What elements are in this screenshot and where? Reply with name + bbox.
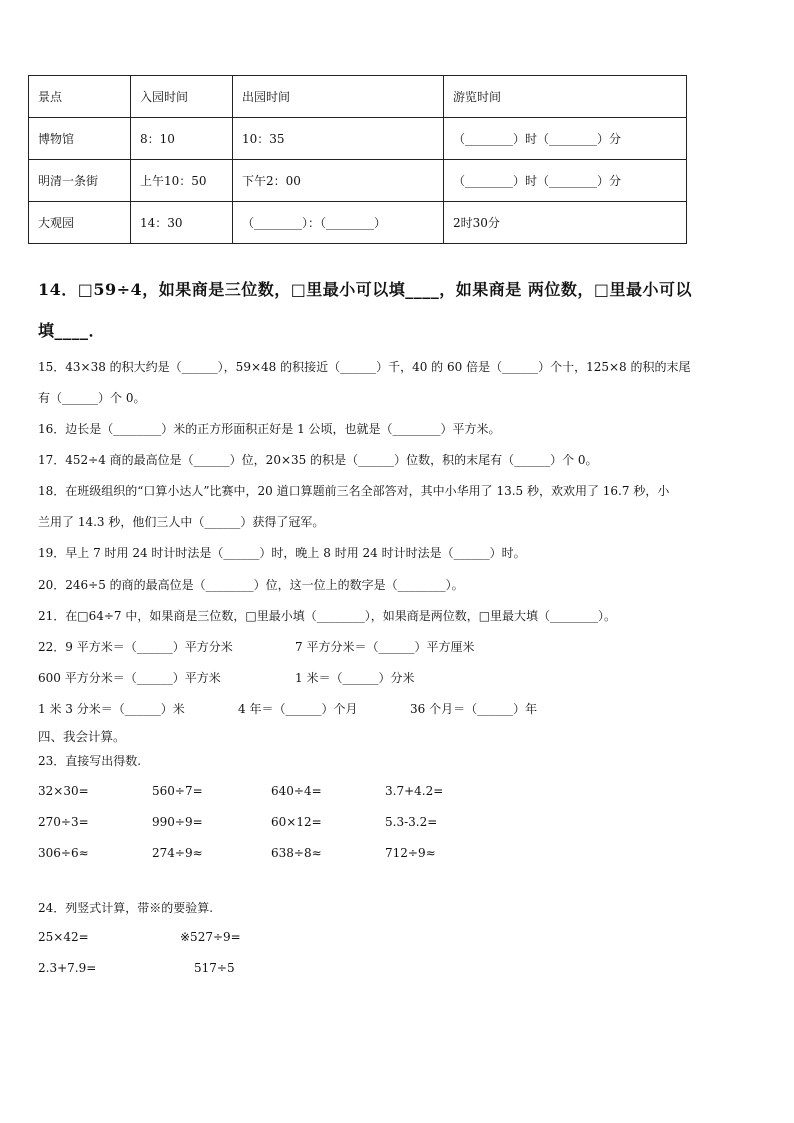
question-22-g: 36 个月＝（______）年 [410,702,538,716]
table-cell: 8：10 [131,118,233,160]
vertical-calc-item: ※527÷9= [180,930,241,944]
question-18-line2: 兰用了 14.3 秒，他们三人中（______）获得了冠军。 [38,515,325,529]
table-row [29,118,687,160]
calc-item: 560÷7= [152,784,203,798]
question-19: 19．早上 7 时用 24 时计时法是（______）时，晚上 8 时用 24 时计时法是（______）时。 [38,546,526,560]
question-22-b: 7 平方分米＝（______）平方厘米 [295,640,475,654]
table-cell: 入园时间 [131,76,233,118]
calc-item: 990÷9= [152,815,203,829]
table-cell: 景点 [29,76,131,118]
vertical-calc-item: 2.3+7.9= [38,961,97,975]
section-4-heading: 四、我会计算。 [38,729,126,744]
table-cell: 上午10：50 [131,160,233,202]
table-header-row [29,76,687,118]
question-24-title: 24．列竖式计算，带※的要验算. [38,901,214,915]
table-cell: 10：35 [233,118,444,160]
question-22-e: 1 米 3 分米＝（______）米 [38,702,185,716]
table-cell: 明清一条街 [29,160,131,202]
calc-item: 274÷9≈ [152,846,203,860]
question-17: 17．452÷4 商的最高位是（______）位，20×35 的积是（______）位数，积的末尾有（______）个 0。 [38,453,598,467]
question-21: 21．在□64÷7 中，如果商是三位数，□里最小填（________），如果商是两位数，□里最大填（________）。 [38,609,617,623]
calc-item: 270÷3= [38,815,89,829]
calc-item: 712÷9≈ [385,846,436,860]
table-cell: 2时30分 [444,202,687,244]
question-20: 20．246÷5 的商的最高位是（________）位，这一位上的数字是（________）。 [38,578,464,592]
calc-item: 60×12= [271,815,322,829]
vertical-calc-item: 25×42= [38,930,89,944]
table-cell: 游览时间 [444,76,687,118]
table-cell: 下午2：00 [233,160,444,202]
calc-item: 32×30= [38,784,89,798]
question-14-line2: 填____． [38,321,106,340]
tour-time-table [28,75,687,244]
question-18-line1: 18．在班级组织的“口算小达人”比赛中，20 道口算题前三名全部答对，其中小华用了 13.5 秒，欢欢用了 16.7 秒，小 [38,484,670,498]
question-22-a: 22．9 平方米＝（______）平方分米 [38,640,233,654]
question-22-f: 4 年＝（______）个月 [238,702,358,716]
calc-item: 5.3-3.2= [385,815,438,829]
question-15-line1: 15．43×38 的积大约是（______），59×48 的积接近（______）千，40 的 60 倍是（______）个十，125×8 的积的末尾 [38,360,691,374]
table-cell: （________）：（________） [233,202,444,244]
table-cell: 大观园 [29,202,131,244]
table-cell: 14：30 [131,202,233,244]
table-row [29,202,687,244]
question-22-c: 600 平方分米＝（______）平方米 [38,671,221,685]
question-16: 16．边长是（________）米的正方形面积正好是 1 公顷，也就是（________）平方米。 [38,422,501,436]
calc-item: 640÷4= [271,784,322,798]
table-cell: （________）时（________）分 [444,160,687,202]
table-cell: 出园时间 [233,76,444,118]
calc-item: 306÷6≈ [38,846,89,860]
table-cell: 博物馆 [29,118,131,160]
table-row [29,160,687,202]
calc-item: 638÷8≈ [271,846,322,860]
calc-item: 3.7+4.2= [385,784,444,798]
table-cell: （________）时（________）分 [444,118,687,160]
question-14-line1: 14．□59÷4，如果商是三位数，□里最小可以填____，如果商是 两位数，□里最小可以 [38,280,692,299]
question-15-line2: 有（______）个 0。 [38,391,146,405]
question-22-d: 1 米＝（______）分米 [295,671,415,685]
vertical-calc-item: 517÷5 [194,961,235,975]
question-23-title: 23．直接写出得数. [38,754,142,768]
